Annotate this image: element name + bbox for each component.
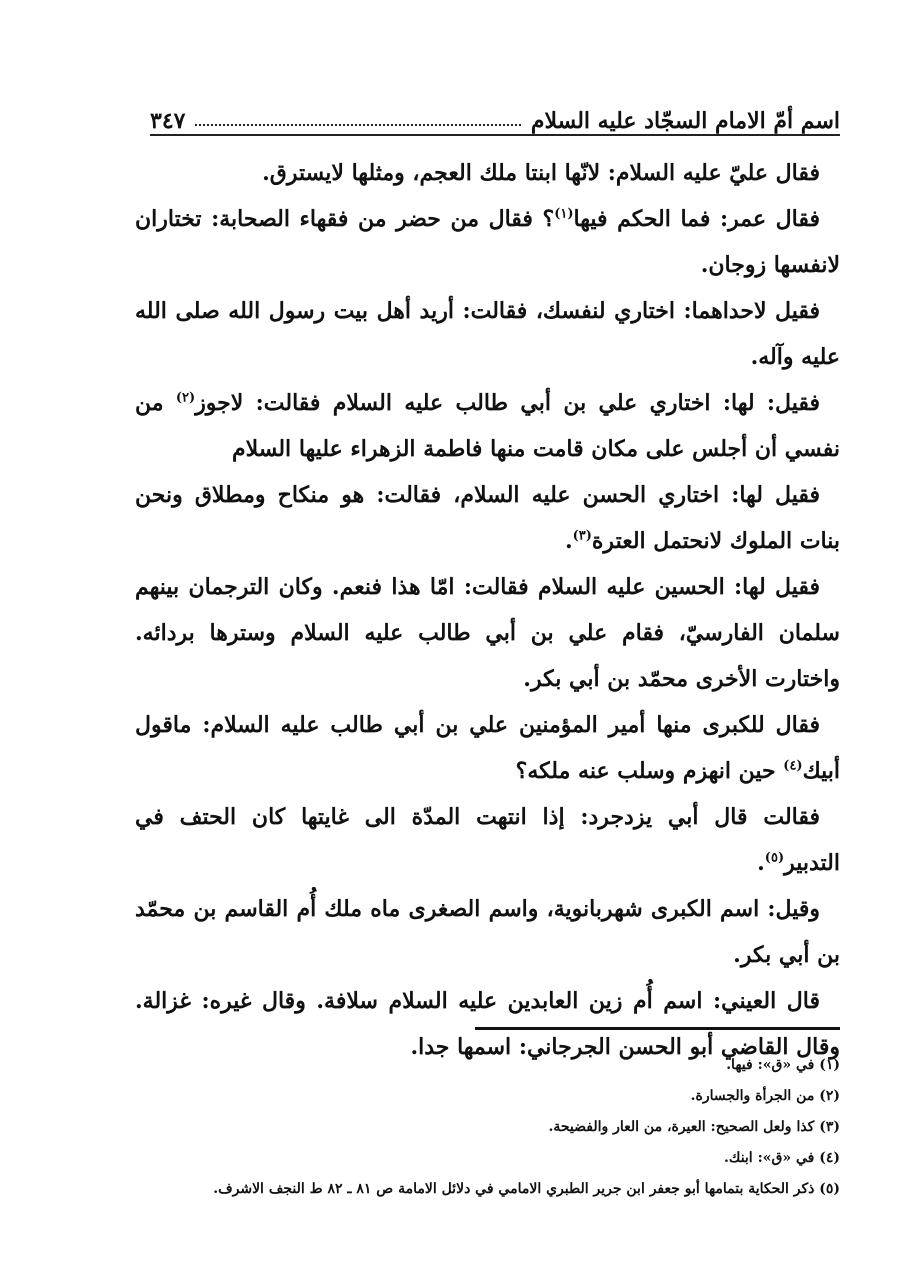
paragraph-4-part-a: فقيل: لها: اختاري علي بن أبي طالب عليه السلام فقالت: لاجوز <box>195 390 820 416</box>
footnotes <box>140 1050 840 1205</box>
paragraph-1: فقال عليّ عليه السلام: لانّها ابنتا ملك العجم، ومثلها لايسترق. <box>262 160 820 186</box>
paragraph-8 <box>135 794 840 886</box>
footnote-ref-1: (١) <box>554 206 574 222</box>
paragraph-6: فقيل لها: الحسين عليه السلام فقالت: امّا هذا فنعم. وكان الترجمان بينهم سلمان الفارسيّ، فقام علي بن أبي طالب عليه السلام وسترها بردائه. واختارت الأخرى محمّد بن أبي بكر. <box>135 574 840 692</box>
main-text <box>135 150 840 1070</box>
paragraph-2 <box>135 196 840 288</box>
paragraph-5 <box>135 472 840 564</box>
footnote-4: (٤) في «ق»: ابنك. <box>724 1150 840 1166</box>
paragraph-7-part-a: فقال للكبرى منها أمير المؤمنين علي بن أبي طالب عليه السلام: ماقول أبيك <box>135 712 840 784</box>
paragraph-9: وقيل: اسم الكبرى شهربانوية، واسم الصغرى ماه ملك أُم القاسم بن محمّد بن أبي بكر. <box>135 896 840 968</box>
footnote-separator <box>475 1027 840 1030</box>
paragraph-5-part-a: فقيل لها: اختاري الحسن عليه السلام، فقالت: هو منكاح ومطلاق ونحن بنات الملوك لانحتمل العترة <box>135 482 840 554</box>
paragraph-2-part-a: فقال عمر: فما الحكم فيها <box>573 206 820 232</box>
paragraph-5-part-b: . <box>564 528 573 554</box>
footnote-ref-3: (٣) <box>572 528 592 544</box>
paragraph-3: فقيل لاحداهما: اختاري لنفسك، فقالت: أريد أهل بيت رسول الله صلى الله عليه وآله. <box>135 298 840 370</box>
footnote-1: (١) في «ق»: فيها. <box>726 1057 840 1073</box>
paragraph-4-part-b: من نفسي أن أجلس على مكان قامت منها فاطمة الزهراء عليها السلام <box>135 390 840 462</box>
paragraph-4 <box>135 380 840 472</box>
footnote-ref-2: (٢) <box>175 390 196 406</box>
footnote-ref-5: (٥) <box>764 850 785 866</box>
paragraph-7 <box>135 702 840 794</box>
paragraph-8-part-a: فقالت قال أبي يزدجرد: إذا انتهت المدّة الى غايتها كان الحتف في التدبير <box>135 804 840 876</box>
footnote-5: (٥) ذكر الحكاية بتمامها أبو جعفر ابن جرير الطبري الامامي في دلائل الامامة ص ٨١ ـ ٨٢ ط النجف الاشرف. <box>213 1181 840 1197</box>
header-dot-leader <box>195 124 520 126</box>
footnote-ref-4: (٤) <box>783 758 803 774</box>
footnote-2: (٢) من الجرأة والجسارة. <box>690 1088 840 1104</box>
footnote-3: (٣) كذا ولعل الصحيح: العيرة، من العار والفضيحة. <box>548 1119 840 1135</box>
running-header <box>150 100 840 136</box>
header-title: اسم أمّ الامام السجّاد عليه السلام <box>530 108 840 134</box>
paragraph-8-part-b: . <box>757 850 765 876</box>
paragraph-10: قال العيني: اسم أُم زين العابدين عليه السلام سلافة. وقال غيره: غزالة. وقال القاضي أبو الحسن الجرجاني: اسمها جدا. <box>135 988 840 1060</box>
paragraph-7-part-b: حين انهزم وسلب عنه ملكه؟ <box>515 758 784 784</box>
paragraph-2-part-b: ؟ فقال من حضر من فقهاء الصحابة: تختاران لانفسها زوجان. <box>135 206 840 278</box>
page-number: ٣٤٧ <box>150 108 186 134</box>
